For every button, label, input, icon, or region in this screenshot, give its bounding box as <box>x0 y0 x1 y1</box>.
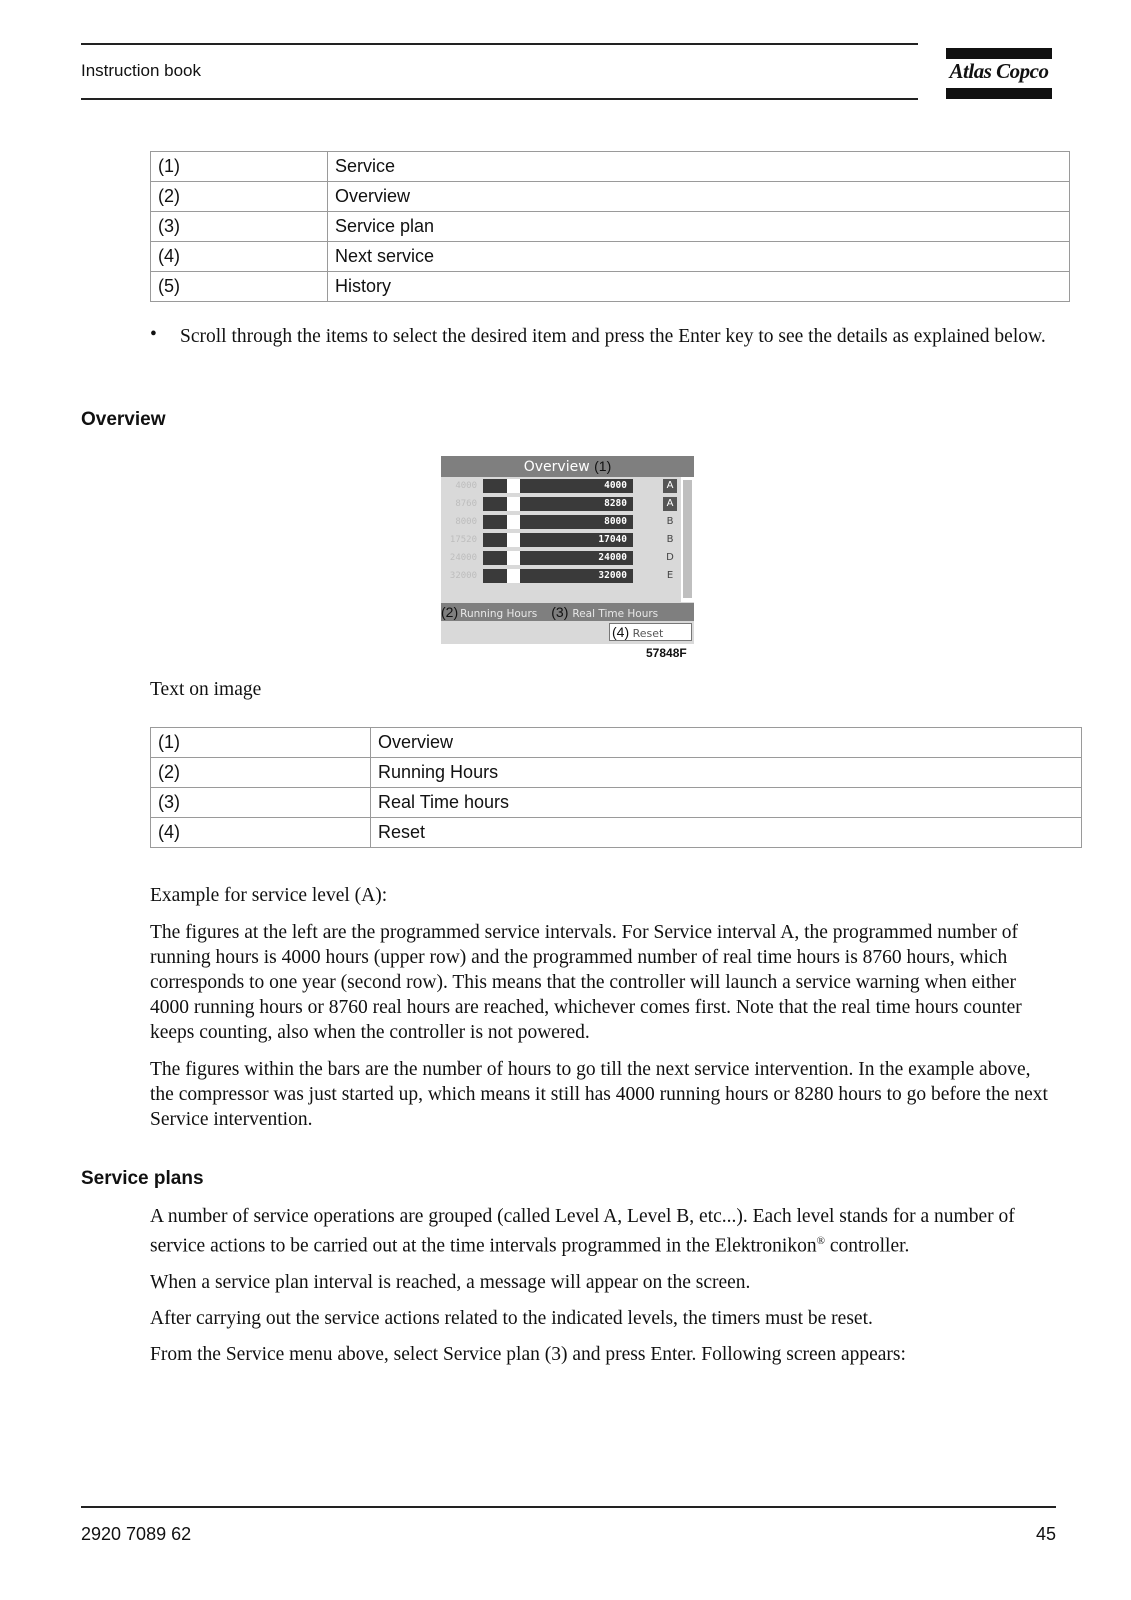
paragraph-interval-reached: When a service plan interval is reached, a message will appear on the screen. <box>150 1272 751 1293</box>
logo-bottom-bar <box>946 88 1052 99</box>
hours-to-go-bar: 8280 <box>520 497 633 511</box>
screen-interval-row <box>441 549 694 567</box>
bar-gap <box>507 497 520 511</box>
bar-segment <box>483 569 507 583</box>
screen-title: Overview <box>523 459 590 475</box>
callout-number-cell: (2) <box>151 758 371 788</box>
callout-label-cell: Reset <box>371 818 1082 848</box>
table-row <box>151 758 1082 788</box>
table-row <box>151 728 1082 758</box>
paragraph-select-service-plan: From the Service menu above, select Service plan (3) and press Enter. Following screen appears: <box>150 1344 906 1365</box>
hours-to-go-bar: 24000 <box>520 551 633 565</box>
bar-gap <box>507 569 520 583</box>
callout-number-cell: (4) <box>151 242 328 272</box>
callout-number-cell: (3) <box>151 788 371 818</box>
table-row <box>151 212 1070 242</box>
screen-footer-bar <box>441 603 694 621</box>
callout-number-cell: (4) <box>151 818 371 848</box>
paragraph-hours-to-go: The figures within the bars are the number of hours to go till the next service intervention. In the example above, the compressor was just started up, which means it still has 4000 running hours or 8280 hours to go before the next Service intervention. <box>150 1059 1048 1130</box>
logo-wordmark: Atlas Copco <box>949 59 1049 83</box>
bullet-text: Scroll through the items to select the desired item and press the Enter key to see the details as explained below. <box>180 326 1046 347</box>
table-row <box>151 818 1082 848</box>
callout-label-cell: Real Time hours <box>371 788 1082 818</box>
overview-legend-table <box>150 727 1082 848</box>
bar-gap <box>507 515 520 529</box>
callout-number-cell: (1) <box>151 728 371 758</box>
footer-page-number: 45 <box>1035 1524 1056 1544</box>
text-on-image-label: Text on image <box>150 679 262 700</box>
callout-label-cell: Service <box>328 152 1070 182</box>
example-heading: Example for service level (A): <box>150 885 388 906</box>
programmed-interval: 8000 <box>455 517 477 527</box>
service-level-letter: E <box>666 570 674 581</box>
service-level-letter: D <box>666 552 674 563</box>
service-level-letter: B <box>666 516 674 527</box>
bar-gap <box>507 551 520 565</box>
screen-interval-row <box>441 477 694 495</box>
programmed-interval: 17520 <box>449 535 477 545</box>
bar-segment <box>483 479 507 493</box>
bar-segment <box>483 497 507 511</box>
screen-scrollbar-thumb <box>683 480 692 598</box>
callout-number-cell: (1) <box>151 152 328 182</box>
callout-number-cell: (3) <box>151 212 328 242</box>
table-row <box>151 242 1070 272</box>
footer-doc-number: 2920 7089 62 <box>81 1524 192 1544</box>
callout-label-cell: Overview <box>328 182 1070 212</box>
bar-segment <box>483 533 507 547</box>
footer-rule <box>81 1506 1056 1508</box>
hours-to-go-bar: 4000 <box>520 479 633 493</box>
footer-running-hours-label: Running Hours <box>460 608 538 620</box>
screen-title-callout: (1) <box>594 458 612 474</box>
table-row <box>151 182 1070 212</box>
bar-gap <box>507 479 520 493</box>
paragraph-service-intervals: The figures at the left are the programmed service intervals. For Service interval A, the programmed number of running hours is 4000 hours (upper row) and the programmed number of real time hours is 8760 hours, which corresponds to one year (second row). This means that the controller will launch a service warning when either 4000 running hours or 8760 real hours are reached, whichever comes first. Note that the real time hours counter keeps counting, also when the controller is not powered. <box>150 922 1022 1043</box>
bar-segment <box>483 551 507 565</box>
service-menu-legend-table <box>150 151 1070 302</box>
programmed-interval: 8760 <box>455 499 477 509</box>
callout-label-cell: Next service <box>328 242 1070 272</box>
reset-button-label: Reset <box>632 627 664 640</box>
programmed-interval: 4000 <box>455 481 477 491</box>
logo-top-bar <box>946 48 1052 59</box>
table-row <box>151 272 1070 302</box>
bar-gap <box>507 533 520 547</box>
callout-label-cell: History <box>328 272 1070 302</box>
callout-label-cell: Running Hours <box>371 758 1082 788</box>
service-level-letter: B <box>666 534 674 545</box>
paragraph-service-levels-text: A number of service operations are grouped (called Level A, Level B, etc...). Each level stands for a number of service actions to be carried out at the time intervals programmed in the Elektronikon <box>150 1206 1015 1257</box>
registered-mark: ® <box>816 1235 825 1247</box>
paragraph-reset-timers: After carrying out the service actions related to the indicated levels, the timers must be reset. <box>150 1308 873 1329</box>
callout-label-cell: Overview <box>371 728 1082 758</box>
figure-code: 57848F <box>646 646 687 660</box>
programmed-interval: 32000 <box>449 571 477 581</box>
section-heading-service-plans: Service plans <box>81 1168 204 1189</box>
programmed-interval: 24000 <box>449 553 477 563</box>
overview-screen-figure <box>441 456 694 644</box>
screen-title-bar <box>441 456 694 477</box>
header-bottom-rule <box>81 98 918 100</box>
paragraph-service-levels-end: controller. <box>824 1235 910 1257</box>
footer-callout-3: (3) <box>551 604 569 620</box>
header-title: Instruction book <box>81 61 202 80</box>
screen-interval-row <box>441 567 694 585</box>
footer-real-time-hours-label: Real Time Hours <box>572 608 659 620</box>
screen-interval-row <box>441 495 694 513</box>
service-level-letter: A <box>663 497 677 511</box>
hours-to-go-bar: 8000 <box>520 515 633 529</box>
screen-interval-row <box>441 513 694 531</box>
hours-to-go-bar: 32000 <box>520 569 633 583</box>
bullet-marker: • <box>150 324 157 345</box>
callout-number-cell: (2) <box>151 182 328 212</box>
screen-interval-row <box>441 531 694 549</box>
bar-segment <box>483 515 507 529</box>
table-row <box>151 788 1082 818</box>
table-row <box>151 152 1070 182</box>
header-top-rule <box>81 43 918 45</box>
section-heading-overview: Overview <box>81 409 166 430</box>
paragraph-service-levels <box>150 1204 1055 1259</box>
service-level-letter: A <box>663 479 677 493</box>
footer-callout-2: (2) <box>441 604 459 620</box>
reset-button <box>609 623 692 641</box>
callout-label-cell: Service plan <box>328 212 1070 242</box>
callout-number-cell: (5) <box>151 272 328 302</box>
hours-to-go-bar: 17040 <box>520 533 633 547</box>
reset-callout: (4) <box>612 624 630 640</box>
